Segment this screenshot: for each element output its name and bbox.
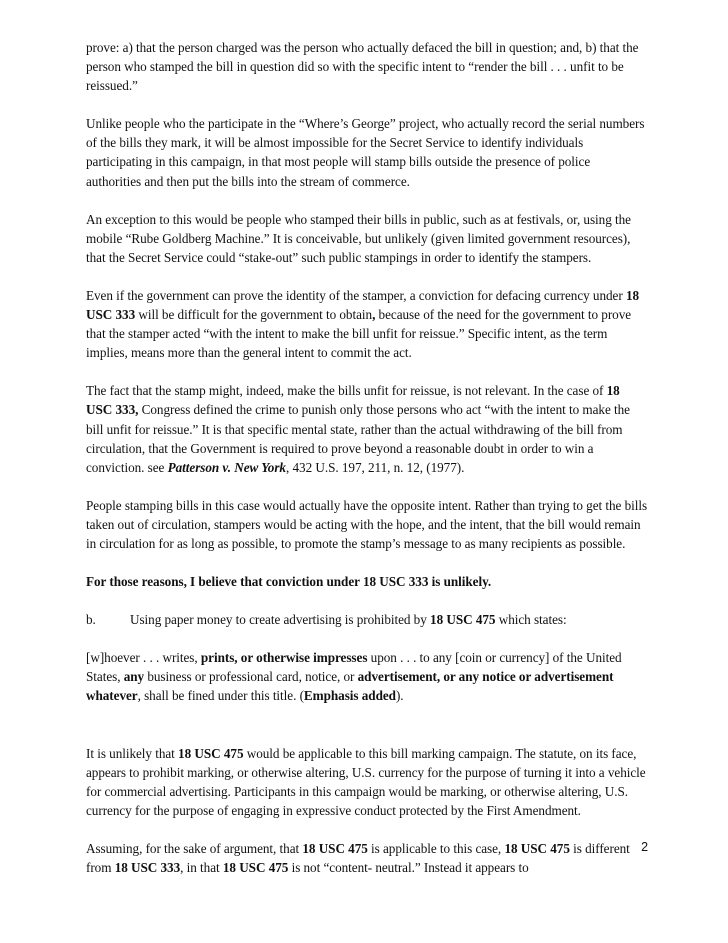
paragraph-4 [86, 286, 648, 362]
statute-citation: 18 USC 475 [222, 860, 289, 875]
paragraph-3-text: An exception to this would be people who stamped their bills in public, such as at festivals, or, using the mobile “Rube Goldberg Machine.” It is conceivable, but unlikely (given limited government resources), that the Secret Service could “stake-out” such public stampings in order to identify the stampers. [86, 211, 631, 265]
case-citation: Patterson v. New York [167, 459, 286, 475]
paragraph-3 [86, 210, 648, 267]
quote-text-c: upon . . . to any [coin or currency] of the United States, [86, 650, 622, 685]
paragraph-8-text-c: would be applicable to this bill marking campaign. The statute, on its face, appears to prohibit marking, or otherwise altering, U.S. currency for the purpose of turning it into a vehicle for commercial advertising. Participants in this campaign would be marking, or otherwise altering, U.S. currency for the purpose of engaging in expressive conduct protected by the First Amendment. [86, 745, 646, 818]
statute-citation: 18 USC 333 [114, 860, 181, 875]
paragraph-8 [86, 744, 648, 820]
paragraph-9-text-c: is applicable to this case, [367, 840, 505, 856]
quote-emphasis: advertisement, or any notice or advertisement whatever [86, 669, 614, 704]
quote-text-i: ). [395, 688, 404, 704]
statute-citation: 18 USC 475 [302, 840, 368, 856]
list-marker: b. [86, 612, 96, 628]
page-number: 2 [641, 840, 648, 854]
paragraph-6 [86, 496, 648, 553]
quote-text-e: business or professional card, notice, or [144, 669, 358, 685]
paragraph-9-text-a: Assuming, for the sake of argument, that [86, 840, 303, 856]
list-item-b-text-a: Using paper money to create advertising is prohibited by [130, 612, 431, 628]
paragraph-4-text-a: Even if the government can prove the identity of the stamper, a conviction for defacing currency under [86, 287, 626, 303]
conclusion-text: For those reasons, I believe that conviction under 18 USC 333 is unlikely. [86, 574, 492, 590]
paragraph-9-text-i: is not “content- neutral.” Instead it appears to [288, 860, 529, 875]
paragraph-4-text-c: will be difficult for the government to obtain [135, 307, 373, 323]
paragraph-5-text-a: The fact that the stamp might, indeed, make the bills unfit for reissue, is not relevant. In the case of [86, 383, 607, 399]
paragraph-9-text-e: is different from [86, 840, 630, 875]
paragraph-4-text-e: because of the need for the government to prove that the stamper acted “with the intent to make the bill unfit for reissue.” Specific intent, as the term implies, means more than the general intent to commit the act. [86, 307, 632, 361]
paragraph-9 [86, 839, 648, 877]
quote-emphasis: prints, or otherwise impresses [200, 650, 368, 666]
statute-citation: 18 USC 333 [86, 287, 640, 323]
statute-citation: 18 USC 475 [504, 840, 570, 856]
paragraph-5-text-e: , 432 U.S. 197, 211, n. 12, (1977). [285, 459, 465, 475]
statute-quote [86, 648, 648, 705]
statute-citation: 18 USC 333, [86, 383, 620, 418]
paragraph-2-text: Unlike people who the participate in the “Where’s George” project, who actually record the serial numbers of the bills they mark, it will be almost impossible for the Secret Service to identify individuals participating in this campaign, in that most people will stamp bills outside the presence of police authorities and then put the bills into the stream of commerce. [86, 116, 645, 189]
paragraph-4-comma: , [372, 307, 376, 323]
list-item-b [86, 610, 648, 629]
paragraph-9-text-g: , in that [180, 860, 223, 875]
paragraph-5 [86, 381, 648, 476]
quote-emphasis: Emphasis added [303, 688, 396, 704]
quote-emphasis: any [123, 669, 145, 685]
paragraph-8-text-a: It is unlikely that [86, 745, 179, 761]
paragraph-6-text: People stamping bills in this case would actually have the opposite intent. Rather than trying to get the bills taken out of circulation, stampers would be acting with the hope, and the intent, that the bill would remain in circulation for as long as possible, to promote the stamp’s message to as many recipients as possible. [86, 497, 648, 551]
list-item-b-text-c: which states: [495, 612, 567, 628]
paragraph-2 [86, 114, 648, 190]
paragraph-1-text: prove: a) that the person charged was the person who actually defaced the bill in question; and, b) that the person who stamped the bill in question did so with the specific intent to “render the bill . . . unfit to be reissued.” [86, 40, 639, 94]
conclusion-paragraph [86, 572, 648, 591]
paragraph-5-text-c: Congress defined the crime to punish only those persons who act “with the intent to make the bill unfit for reissue.” It is that specific mental state, rather than the actual withdrawing of the bill from circulation, that the Government is required to prove beyond a reasonable doubt in order to win a conviction. see [86, 402, 630, 475]
statute-citation: 18 USC 475 [178, 745, 244, 761]
statute-citation: 18 USC 475 [430, 612, 496, 628]
quote-text-g: , shall be fined under this title. ( [137, 688, 304, 704]
paragraph-1 [86, 38, 648, 95]
quote-text-a: [w]hoever . . . writes, [86, 650, 201, 666]
